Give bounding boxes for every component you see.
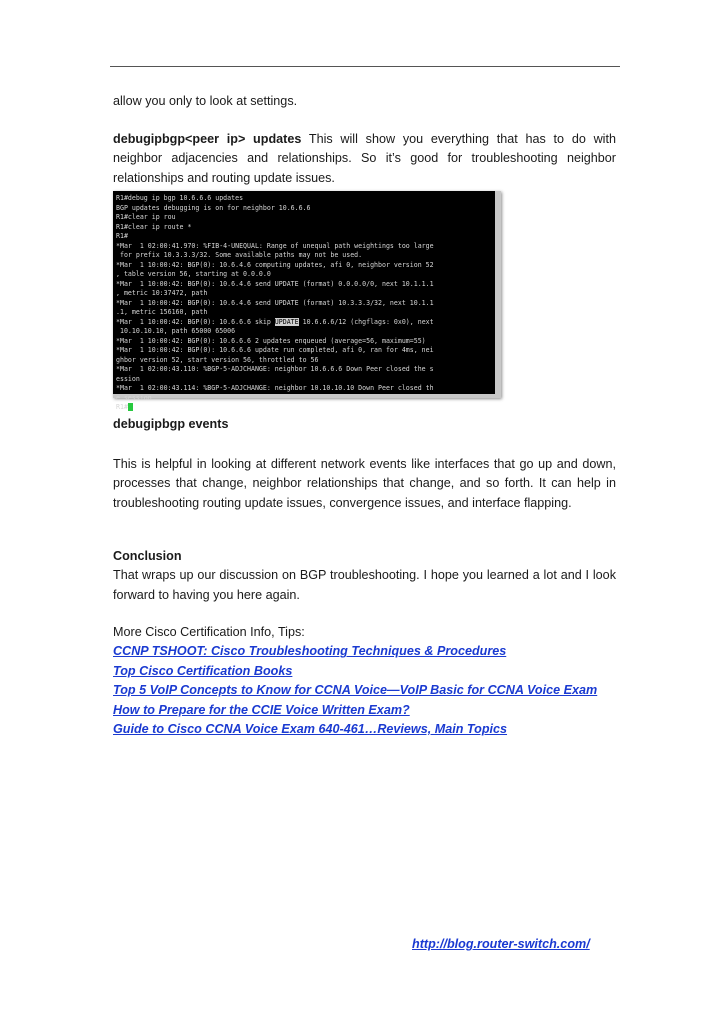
conclusion-text: That wraps up our discussion on BGP troubleshooting. I hope you learned a lot and I look forward to having you here again. <box>113 568 616 602</box>
updates-description: This will show you everything that has to do with neighbor adjacencies and relationships. So it’s good for troubleshooting neighbor relationships and routing update issues. <box>113 132 616 185</box>
terminal-line: *Mar 1 10:00:42: BGP(0): 10.6.6.6 2 updates enqueued (average=56, maximum=55) <box>116 336 426 345</box>
link-ccna-voice-guide[interactable]: Guide to Cisco CCNA Voice Exam 640-461…Reviews, Main Topics <box>113 722 508 737</box>
terminal-line: 10.10.10.10, path 65000 65006 <box>116 327 236 335</box>
terminal-line: R1#debug ip bgp 10.6.6.6 updates <box>116 194 244 202</box>
terminal-line: *Mar 1 10:00:42: BGP(0): 10.6.4.6 send UPDATE (format) 0.0.0.0/0, next 10.1.1.1 <box>116 279 434 288</box>
conclusion-section <box>113 547 616 605</box>
terminal-line: R1# <box>116 232 128 240</box>
terminal-line: ession <box>116 374 140 383</box>
terminal-line: *Mar 1 02:00:41.970: %FIB-4-UNEQUAL: Range of unequal path weightings too large <box>116 241 434 250</box>
paragraph-settings: allow you only to look at settings. <box>113 94 298 108</box>
command-updates: debugipbgp<peer ip> updates <box>113 132 302 146</box>
terminal-line: *Mar 1 10:00:42: BGP(0): 10.6.4.6 computing updates, afi 0, neighbor version 52 <box>116 260 434 269</box>
terminal-output <box>113 191 495 413</box>
terminal-line: BGP updates debugging is on for neighbor 10.6.6.6 <box>116 203 311 212</box>
terminal-line: R1#clear ip rou <box>116 213 176 221</box>
terminal-line: *Mar 1 10:00:42: BGP(0): 10.6.6.6 skip UPDATE 10.6.6.6/12 (chgflags: 0x0), next <box>116 317 434 326</box>
heading-events: debugipbgp events <box>113 417 229 431</box>
terminal-line: *Mar 1 02:00:43.114: %BGP-5-ADJCHANGE: neighbor 10.10.10.10 Down Peer closed th <box>116 384 434 392</box>
paragraph-events: This is helpful in looking at different network events like interfaces that go up and down, processes that change, neighbor relationships that change, and so forth. It can help in troubleshooting routing update issues, convergence issues, and interface flapping. <box>113 457 616 510</box>
link-ccie-voice-written[interactable]: How to Prepare for the CCIE Voice Written Exam? <box>113 702 410 717</box>
terminal-line: *Mar 1 10:00:42: BGP(0): 10.6.6.6 update run completed, afi 0, ran for 4ms, nei <box>116 346 434 354</box>
terminal-line: R1# <box>116 403 495 413</box>
terminal-line: e session <box>116 393 152 402</box>
more-info-label: More Cisco Certification Info, Tips: <box>113 625 305 639</box>
conclusion-heading: Conclusion <box>113 549 182 563</box>
terminal-screenshot <box>113 191 501 411</box>
terminal-cursor <box>128 403 133 411</box>
link-top-cisco-books[interactable]: Top Cisco Certification Books <box>113 663 293 678</box>
terminal-line: , metric 10:37472, path <box>116 289 208 297</box>
header-rule <box>110 66 620 67</box>
more-info-section <box>113 623 616 739</box>
terminal-line: R1#clear ip route * <box>116 222 192 231</box>
paragraph-updates <box>113 130 616 188</box>
link-top-5-voip[interactable]: Top 5 VoIP Concepts to Know for CCNA Voice—VoIP Basic for CCNA Voice Exam <box>113 683 598 698</box>
highlighted-update-word: UPDATE <box>274 317 299 326</box>
terminal-line: for prefix 10.3.3.3/32. Some available paths may not be used. <box>116 251 363 259</box>
link-ccnp-tshoot[interactable]: CCNP TSHOOT: Cisco Troubleshooting Techniques & Procedures <box>113 644 507 659</box>
footer-url-link[interactable]: http://blog.router-switch.com/ <box>412 937 590 951</box>
terminal-line: , table version 56, starting at 0.0.0.0 <box>116 270 271 278</box>
terminal-line: *Mar 1 10:00:42: BGP(0): 10.6.4.6 send UPDATE (format) 10.3.3.3/32, next 10.1.1 <box>116 298 434 307</box>
terminal-line: .1, metric 156160, path <box>116 308 208 316</box>
terminal-line: ghbor version 52, start version 56, throttled to 56 <box>116 355 319 364</box>
terminal-line: *Mar 1 02:00:43.110: %BGP-5-ADJCHANGE: neighbor 10.6.6.6 Down Peer closed the s <box>116 365 434 373</box>
